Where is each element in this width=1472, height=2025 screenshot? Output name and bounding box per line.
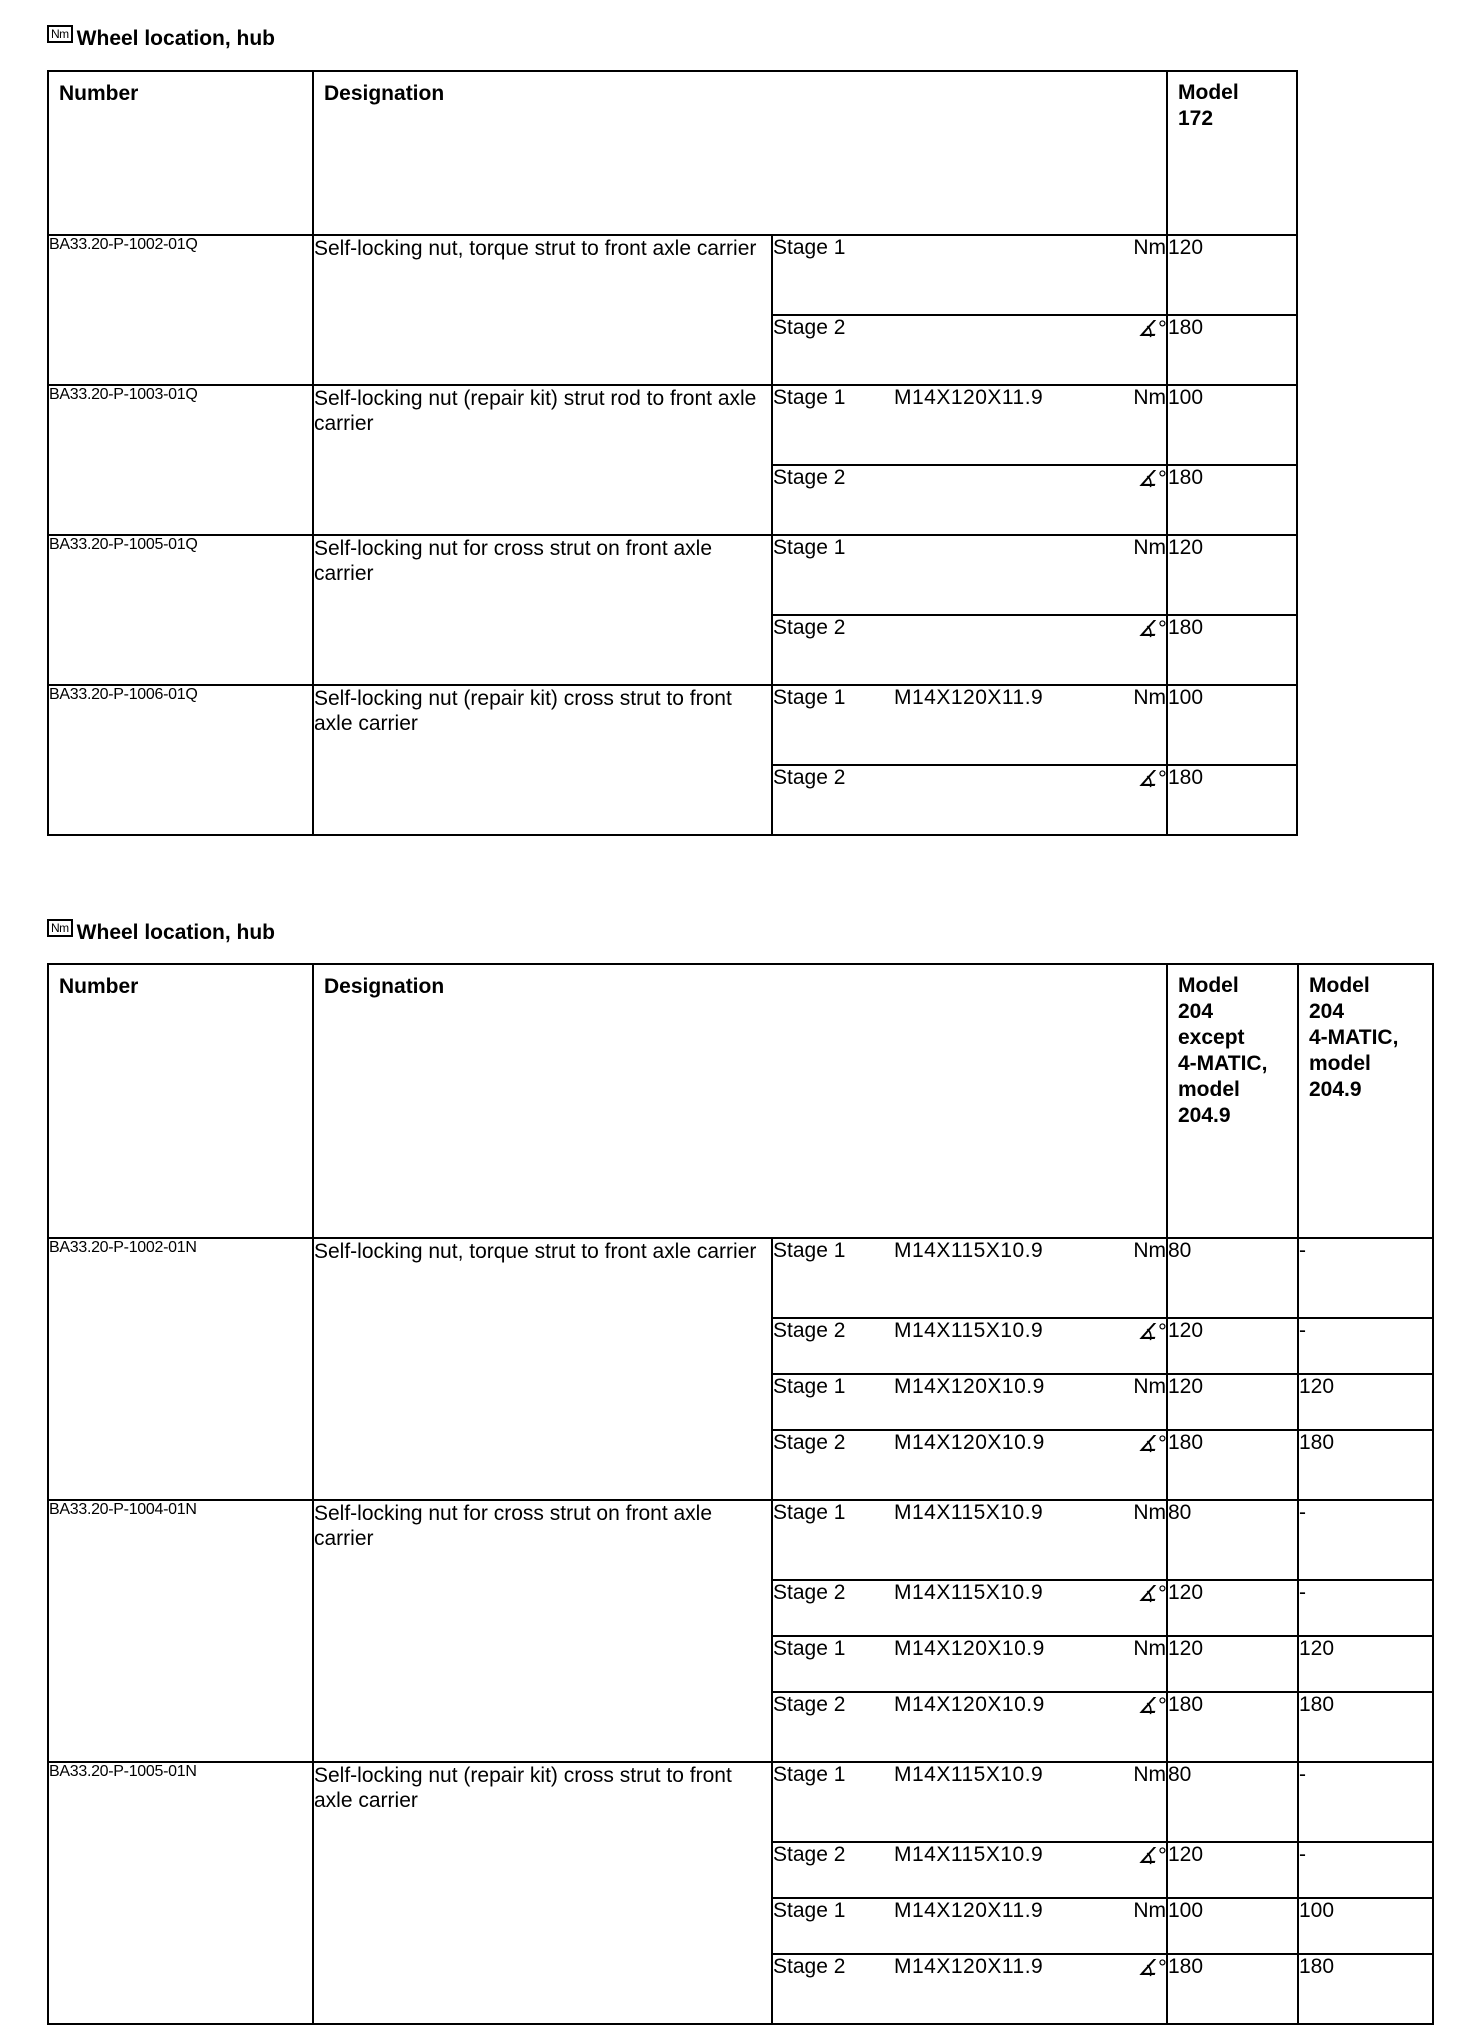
stage-label: Stage 2 — [772, 1430, 894, 1500]
table-row — [48, 385, 1297, 465]
header-model-1 — [1167, 71, 1297, 235]
unit-nm: Nm — [1107, 385, 1167, 465]
stage-label: Stage 1 — [772, 1238, 894, 1318]
header-model-line: model — [1178, 1078, 1240, 1101]
stage-label: Stage 2 — [772, 765, 894, 835]
torque-value-model-1: 80 — [1167, 1238, 1298, 1318]
unit-nm: Nm — [1107, 1500, 1167, 1580]
stage-label: Stage 2 — [772, 1580, 894, 1636]
bolt-size — [894, 465, 1107, 535]
torque-value-model-2: 100 — [1298, 1898, 1433, 1954]
torque-value-model-1: 80 — [1167, 1500, 1298, 1580]
designation: Self-locking nut (repair kit) cross strut to front axle carrier — [313, 685, 772, 835]
table-row — [48, 1762, 1433, 1842]
torque-value-model-1: 100 — [1167, 385, 1297, 465]
torque-value-model-1: 120 — [1167, 1842, 1298, 1898]
torque-value-model-1: 100 — [1167, 685, 1297, 765]
angle-unit-icon: ∡° — [1107, 1954, 1167, 2024]
torque-value-model-2: - — [1298, 1318, 1433, 1374]
unit-nm: Nm — [1107, 235, 1167, 315]
bolt-size: M14X120X11.9 — [894, 1898, 1107, 1954]
bolt-size: M14X115X10.9 — [894, 1318, 1107, 1374]
stage-label: Stage 2 — [772, 1842, 894, 1898]
bolt-size: M14X115X10.9 — [894, 1842, 1107, 1898]
header-model-line: model — [1309, 1052, 1371, 1075]
bolt-size: M14X115X10.9 — [894, 1580, 1107, 1636]
bolt-size — [894, 615, 1107, 685]
angle-unit-icon: ∡° — [1107, 1580, 1167, 1636]
unit-nm: Nm — [1107, 1238, 1167, 1318]
angle-unit-icon: ∡° — [1107, 465, 1167, 535]
header-number: Number — [48, 964, 313, 1238]
part-number: BA33.20-P-1006-01Q — [48, 685, 313, 835]
stage-label: Stage 2 — [772, 1954, 894, 2024]
designation: Self-locking nut, torque strut to front axle carrier — [313, 1238, 772, 1500]
unit-nm: Nm — [1107, 1898, 1167, 1954]
stage-label: Stage 1 — [772, 235, 894, 315]
header-model-line: Model — [1309, 974, 1370, 997]
table-header-row — [48, 964, 1433, 1238]
torque-value-model-1: 120 — [1167, 235, 1297, 315]
torque-table-1 — [47, 70, 1298, 836]
stage-label: Stage 2 — [772, 1692, 894, 1762]
torque-value-model-1: 80 — [1167, 1762, 1298, 1842]
unit-nm: Nm — [1107, 1374, 1167, 1430]
torque-value-model-2: - — [1298, 1842, 1433, 1898]
table-row — [48, 685, 1297, 765]
torque-value-model-1: 100 — [1167, 1898, 1298, 1954]
table-row — [48, 535, 1297, 615]
bolt-size: M14X115X10.9 — [894, 1238, 1107, 1318]
designation: Self-locking nut (repair kit) cross strut to front axle carrier — [313, 1762, 772, 2024]
header-model-line: 204.9 — [1178, 1104, 1231, 1127]
unit-nm: Nm — [1107, 535, 1167, 615]
section-1-title — [47, 24, 275, 54]
angle-unit-icon: ∡° — [1107, 1318, 1167, 1374]
angle-unit-icon: ∡° — [1107, 615, 1167, 685]
part-number: BA33.20-P-1005-01Q — [48, 535, 313, 685]
torque-value-model-2: - — [1298, 1238, 1433, 1318]
bolt-size — [894, 765, 1107, 835]
stage-label: Stage 2 — [772, 615, 894, 685]
bolt-size: M14X120X10.9 — [894, 1430, 1107, 1500]
torque-value-model-1: 180 — [1167, 465, 1297, 535]
unit-nm: Nm — [1107, 1636, 1167, 1692]
header-model-line: 204 — [1309, 1000, 1345, 1023]
header-model-2 — [1298, 964, 1433, 1238]
section-2-title — [47, 918, 275, 948]
header-model-line: 172 — [1178, 107, 1214, 130]
stage-label: Stage 2 — [772, 465, 894, 535]
table-row — [48, 235, 1297, 315]
unit-nm: Nm — [1107, 1762, 1167, 1842]
torque-value-model-1: 120 — [1167, 1374, 1298, 1430]
stage-label: Stage 1 — [772, 385, 894, 465]
angle-unit-icon: ∡° — [1107, 765, 1167, 835]
part-number: BA33.20-P-1002-01Q — [48, 235, 313, 385]
torque-value-model-1: 120 — [1167, 1636, 1298, 1692]
bolt-size: M14X120X11.9 — [894, 1954, 1107, 2024]
part-number: BA33.20-P-1005-01N — [48, 1762, 313, 2024]
stage-label: Stage 1 — [772, 1500, 894, 1580]
stage-label: Stage 2 — [772, 315, 894, 385]
header-model-line: 204.9 — [1309, 1078, 1362, 1101]
section-1-title-text: Wheel location, hub — [76, 27, 276, 50]
angle-unit-icon: ∡° — [1107, 315, 1167, 385]
header-model-line: Model — [1178, 974, 1239, 997]
section-2-title-text: Wheel location, hub — [76, 921, 276, 944]
torque-value-model-2: 180 — [1298, 1430, 1433, 1500]
angle-unit-icon: ∡° — [1107, 1692, 1167, 1762]
bolt-size: M14X115X10.9 — [894, 1762, 1107, 1842]
header-model-1 — [1167, 964, 1298, 1238]
stage-label: Stage 1 — [772, 1898, 894, 1954]
bolt-size: M14X120X10.9 — [894, 1374, 1107, 1430]
torque-value-model-1: 180 — [1167, 1954, 1298, 2024]
bolt-size — [894, 235, 1107, 315]
stage-label: Stage 1 — [772, 685, 894, 765]
torque-value-model-2: 120 — [1298, 1374, 1433, 1430]
bolt-size: M14X120X10.9 — [894, 1692, 1107, 1762]
bolt-size — [894, 535, 1107, 615]
bolt-size: M14X115X10.9 — [894, 1500, 1107, 1580]
header-number: Number — [48, 71, 313, 235]
torque-value-model-1: 120 — [1167, 1318, 1298, 1374]
torque-value-model-2: - — [1298, 1500, 1433, 1580]
table-row — [48, 1500, 1433, 1580]
header-model-line: Model — [1178, 81, 1239, 104]
part-number: BA33.20-P-1002-01N — [48, 1238, 313, 1500]
part-number: BA33.20-P-1004-01N — [48, 1500, 313, 1762]
torque-value-model-1: 180 — [1167, 1430, 1298, 1500]
header-model-line: 4-MATIC, — [1178, 1052, 1268, 1075]
bolt-size: M14X120X11.9 — [894, 385, 1107, 465]
stage-label: Stage 1 — [772, 1636, 894, 1692]
table-header-row — [48, 71, 1297, 235]
torque-value-model-2: 180 — [1298, 1954, 1433, 2024]
table-row — [48, 1238, 1433, 1318]
header-designation: Designation — [313, 964, 1167, 1238]
header-model-line: 204 — [1178, 1000, 1214, 1023]
header-designation: Designation — [313, 71, 1167, 235]
angle-unit-icon: ∡° — [1107, 1430, 1167, 1500]
angle-unit-icon: ∡° — [1107, 1842, 1167, 1898]
torque-value-model-2: 180 — [1298, 1692, 1433, 1762]
header-model-line: except — [1178, 1026, 1245, 1049]
designation: Self-locking nut, torque strut to front axle carrier — [313, 235, 772, 385]
bolt-size: M14X120X11.9 — [894, 685, 1107, 765]
torque-nm-icon: Nm — [47, 25, 73, 43]
torque-value-model-1: 120 — [1167, 535, 1297, 615]
torque-nm-icon: Nm — [47, 919, 73, 937]
torque-value-model-1: 180 — [1167, 1692, 1298, 1762]
stage-label: Stage 1 — [772, 1374, 894, 1430]
torque-table-2 — [47, 963, 1434, 2025]
bolt-size — [894, 315, 1107, 385]
bolt-size: M14X120X10.9 — [894, 1636, 1107, 1692]
stage-label: Stage 2 — [772, 1318, 894, 1374]
header-model-line: 4-MATIC, — [1309, 1026, 1399, 1049]
torque-value-model-2: 120 — [1298, 1636, 1433, 1692]
torque-value-model-1: 180 — [1167, 615, 1297, 685]
torque-value-model-1: 180 — [1167, 765, 1297, 835]
designation: Self-locking nut for cross strut on front axle carrier — [313, 535, 772, 685]
torque-value-model-2: - — [1298, 1580, 1433, 1636]
torque-value-model-1: 180 — [1167, 315, 1297, 385]
torque-value-model-2: - — [1298, 1762, 1433, 1842]
designation: Self-locking nut for cross strut on front axle carrier — [313, 1500, 772, 1762]
stage-label: Stage 1 — [772, 535, 894, 615]
stage-label: Stage 1 — [772, 1762, 894, 1842]
unit-nm: Nm — [1107, 685, 1167, 765]
designation: Self-locking nut (repair kit) strut rod to front axle carrier — [313, 385, 772, 535]
part-number: BA33.20-P-1003-01Q — [48, 385, 313, 535]
torque-value-model-1: 120 — [1167, 1580, 1298, 1636]
